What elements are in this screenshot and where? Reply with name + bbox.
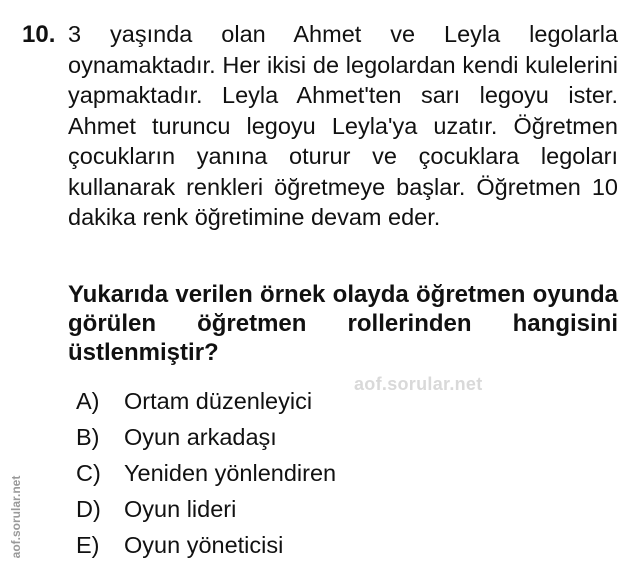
question-number: 10. [22, 21, 56, 48]
option-letter: A) [76, 388, 100, 414]
option-text: Yeniden yönlendiren [124, 460, 337, 486]
option-c[interactable] [76, 458, 336, 494]
option-letter: E) [76, 532, 100, 558]
option-d[interactable] [76, 494, 336, 530]
side-watermark: aof.sorular.net [9, 475, 23, 559]
answer-options [76, 386, 336, 566]
option-a[interactable] [76, 386, 336, 422]
option-b[interactable] [76, 422, 336, 458]
question-stem: 3 yaşında olan Ahmet ve Leyla legolarla oynamaktadır. Her ikisi de legolardan kendi kulelerini yapmaktadır. Leyla Ahmet'ten sarı legoyu ister. Ahmet turuncu legoyu Leyla'ya uzatır. Öğretmen çocukların yanına oturur ve çocuklara legoları kullanarak renkleri öğretmeye başlar. Öğretmen 10 dakika renk öğretimine devam eder. [68, 21, 618, 230]
option-letter: D) [76, 496, 101, 522]
option-text: Oyun arkadaşı [124, 424, 277, 450]
option-e[interactable] [76, 530, 336, 566]
option-text: Ortam düzenleyici [124, 388, 313, 414]
option-letter: C) [76, 460, 101, 486]
option-text: Oyun yöneticisi [124, 532, 284, 558]
option-text: Oyun lideri [124, 496, 237, 522]
center-watermark: aof.sorular.net [354, 374, 483, 394]
question-prompt: Yukarıda verilen örnek olayda öğretmen oyunda görülen öğretmen rollerinden hangisini üstlenmiştir? [68, 281, 618, 366]
option-letter: B) [76, 424, 100, 450]
